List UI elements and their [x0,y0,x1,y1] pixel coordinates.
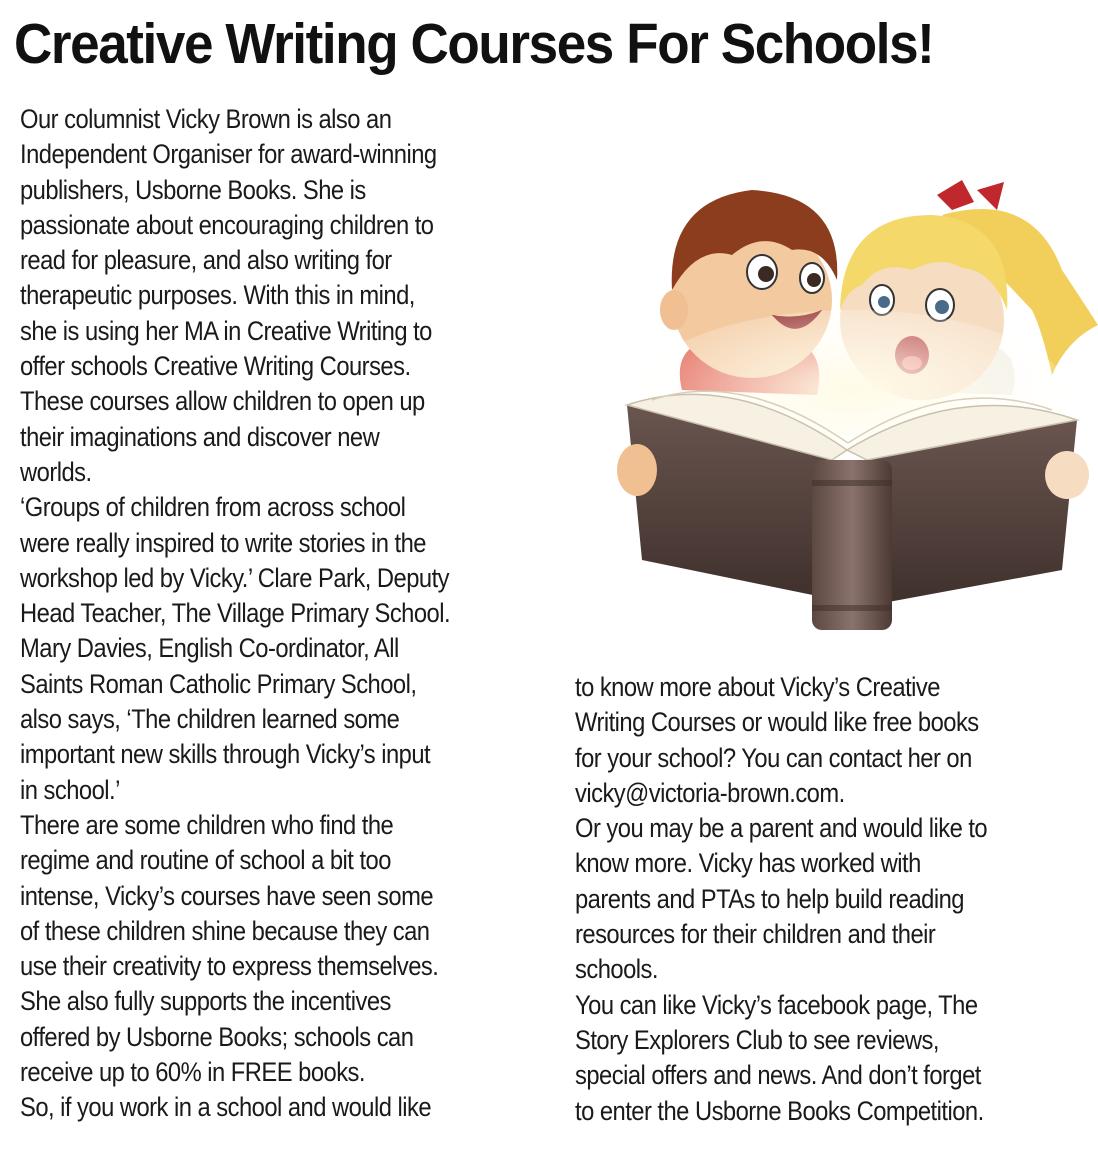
text-line: to know more about Vicky’s Creative [575,672,940,702]
text-line: Or you may be a parent and would like to [575,813,988,844]
text-line: parents and PTAs to help build reading [575,883,964,914]
text-line: of these children shine because they can [20,915,430,946]
email-text: vicky@victoria-brown.com. [575,777,845,808]
article-left-column [20,102,580,1126]
text-line: Story Explorers Club to see reviews, [575,1024,939,1055]
quote-line: also says, ‘The children learned some [20,704,400,735]
text-line: These courses allow children to open up [20,386,425,417]
quote-line: in school.’ [20,774,120,805]
text-line: There are some children who find the [20,809,394,840]
text-line: intense, Vicky’s courses have seen some [20,880,434,911]
text-line: regime and routine of school a bit too [20,845,391,876]
text-line: know more. Vicky has worked with [575,848,921,879]
text-line: she is using her MA in Creative Writing to [20,315,432,346]
text-line: publishers, Usborne Books. She is [20,174,366,205]
text-line: Writing Courses or would like free books [575,707,979,738]
text-line: offered by Usborne Books; schools can [20,1021,414,1052]
quote-line: ‘Groups of children from across school [20,492,406,523]
headline: Creative Writing Courses For Schools! [14,12,934,76]
article-right-column [575,670,1095,1129]
text-line: passionate about encouraging children to [20,209,434,240]
text-line: their imaginations and discover new [20,421,380,452]
quote-line: important new skills through Vicky’s input [20,739,431,770]
quote-line: Saints Roman Catholic Primary School, [20,668,417,699]
children-reading-book-illustration [612,160,1098,660]
text-line: use their creativity to express themselves. [20,951,439,982]
text-line: You can like Vicky’s facebook page, The [575,989,978,1020]
quote-line: were really inspired to write stories in the [20,527,426,558]
quote-line: workshop led by Vicky.’ Clare Park, Deputy [20,562,450,593]
text-line: Independent Organiser for award-winning [20,139,437,170]
text-line: to enter the Usborne Books Competition. [575,1095,984,1126]
text-line: So, if you work in a school and would like [20,1092,432,1123]
text-line: worlds. [20,456,92,487]
text-line: receive up to 60% in FREE books. [20,1057,365,1088]
text-line: resources for their children and their [575,919,936,950]
quote-line: Head Teacher, The Village Primary School. [20,598,451,629]
text-line: for your school? You can contact her on [575,742,972,773]
text-line: Our columnist Vicky Brown is also an [20,104,392,134]
text-line: schools. [575,954,658,985]
text-line: therapeutic purposes. With this in mind, [20,280,415,311]
text-line: She also fully supports the incentives [20,986,391,1017]
text-line: read for pleasure, and also writing for [20,245,392,276]
quote-line: Mary Davies, English Co-ordinator, All [20,633,399,664]
text-line: special offers and news. And don’t forget [575,1060,981,1091]
text-line: offer schools Creative Writing Courses. [20,351,411,382]
